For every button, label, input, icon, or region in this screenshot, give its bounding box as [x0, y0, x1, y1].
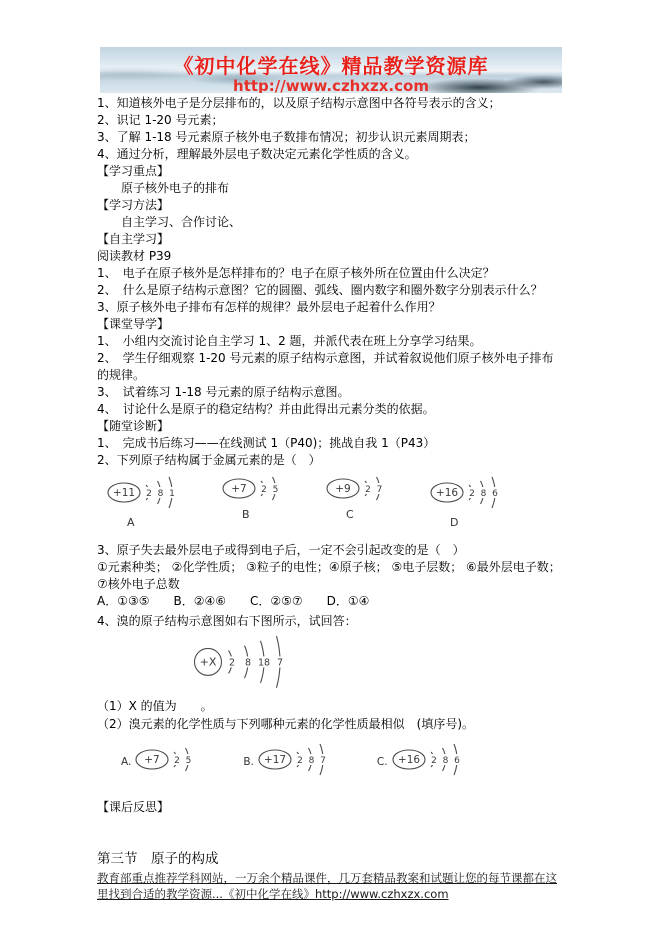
svg-text:2: 2 — [469, 489, 475, 499]
svg-text:5: 5 — [272, 485, 279, 495]
learning-goal-4: 4、通过分析，理解最外层电子数决定元素化学性质的含义。 — [97, 147, 417, 161]
quiz-q3-options: A．①③⑤ B．②④⑥ C．②⑤⑦ D．①④ — [97, 594, 370, 608]
svg-text:8: 8 — [480, 489, 487, 499]
self-study-intro: 阅读教材 P39 — [97, 249, 172, 263]
svg-text:1: 1 — [169, 489, 175, 499]
svg-text:7: 7 — [276, 657, 284, 669]
site-title: 《初中化学在线》精品教学资源库 — [173, 54, 489, 78]
svg-text:+7: +7 — [144, 754, 161, 766]
section-heading-quiz: 【随堂诊断】 — [97, 419, 170, 433]
section-heading-method: 【学习方法】 — [97, 198, 170, 212]
quiz-q4-sub1: （1）X 的值为 。 — [97, 699, 213, 713]
svg-text:8: 8 — [244, 657, 252, 669]
svg-text:18: 18 — [257, 657, 271, 669]
class-guide-item-2: 2、 学生仔细观察 1-20 号元素的原子结构示意图，并试着叙说他们原子核外电子排布的规律。 — [97, 351, 554, 382]
q4-atom-diagram — [192, 632, 565, 697]
atom-diagram-b — [220, 474, 288, 522]
section-heading-focus: 【学习重点】 — [97, 164, 170, 178]
self-study-q1: 1、 电子在原子核外是怎样排布的？电子在原子核外所在位置由什么决定？ — [97, 266, 495, 280]
quiz-q1: 1、 完成书后练习——在线测试 1（P40)；挑战自我 1（P43） — [97, 436, 436, 450]
atom-structure-drawing — [105, 474, 184, 516]
svg-text:6: 6 — [453, 756, 460, 766]
site-banner — [100, 47, 562, 93]
learning-goal-2: 2、识记 1-20 号元素； — [97, 113, 224, 127]
svg-text:+7: +7 — [231, 483, 247, 495]
atom-structure-drawing — [220, 474, 288, 508]
svg-text:+X: +X — [199, 655, 217, 669]
atom-label: A — [127, 516, 135, 529]
svg-text:8: 8 — [442, 756, 448, 766]
svg-text:2: 2 — [430, 756, 437, 766]
svg-text:+16: +16 — [435, 487, 459, 499]
atom-structure-drawing — [256, 741, 335, 783]
svg-text:2: 2 — [174, 756, 181, 766]
class-guide-item-3: 3、 试着练习 1-18 号元素的原子结构示意图。 — [97, 385, 350, 399]
site-url: http://www.czhxzx.com — [233, 77, 429, 93]
svg-text:+17: +17 — [263, 754, 286, 766]
method-body: 自主学习、合作讨论、 — [121, 215, 242, 229]
learning-goal-1: 1、知道核外电子是分层排布的，以及原子结构示意图中各符号表示的含义； — [97, 96, 501, 110]
svg-text:6: 6 — [492, 489, 498, 499]
atom-diagram-c — [324, 474, 392, 522]
atom-option-b — [243, 741, 335, 783]
atom-label: B — [242, 508, 250, 521]
atom-option-c — [377, 741, 469, 783]
svg-text:2: 2 — [146, 489, 152, 499]
quiz-q4: 4、溴的原子结构示意图如右下图所示，试回答： — [97, 614, 357, 628]
focus-body: 原子核外电子的排布 — [121, 181, 230, 195]
next-section-title: 第三节 原子的构成 — [97, 851, 219, 867]
class-guide-item-4: 4、 讨论什么是原子的稳定结构？并由此得出元素分类的依据。 — [97, 402, 435, 416]
q2-atom-diagrams — [105, 474, 565, 530]
atom-label: C. — [376, 755, 388, 768]
self-study-q2: 2、 什么是原子结构示意图？它的圆圈、弧线、圈内数字和圈外数字分别表示什么？ — [97, 283, 543, 297]
atom-label: D — [450, 516, 459, 529]
svg-text:8: 8 — [157, 489, 164, 499]
atom-diagram-a — [105, 474, 184, 530]
atom-option-a — [121, 745, 201, 779]
svg-text:+11: +11 — [112, 487, 136, 499]
svg-text:8: 8 — [308, 756, 315, 766]
quiz-q4-sub2: （2）溴元素的化学性质与下列哪种元素的化学性质最相似 (填序号)。 — [97, 717, 475, 731]
footer-promo: 教育部重点推荐学科网站，一万余个精品课件，几万套精品教案和试题让您的每节课都在这里找到合适的教学资源...《初中化学在线》http://www.czhxzx.com — [97, 871, 557, 901]
svg-text:2: 2 — [228, 657, 236, 669]
atom-structure-drawing — [428, 474, 507, 516]
learning-goal-3: 3、了解 1-18 号元素原子核外电子数排布情况；初步认识元素周期表； — [97, 130, 476, 144]
atom-label: C — [346, 508, 354, 521]
quiz-q3: 3、原子失去最外层电子或得到电子后，一定不会引起改变的是（ ） — [97, 543, 465, 557]
svg-text:5: 5 — [185, 756, 192, 766]
quiz-q2: 2、下列原子结构属于金属元素的是（ ） — [97, 453, 321, 467]
section-heading-reflection: 【课后反思】 — [97, 800, 170, 814]
atom-structure-drawing — [324, 474, 392, 508]
svg-text:+9: +9 — [335, 483, 351, 495]
atom-structure-drawing — [133, 745, 201, 779]
section-heading-class-guide: 【课堂导学】 — [97, 317, 170, 331]
svg-text:2: 2 — [297, 756, 303, 766]
worksheet-body — [97, 95, 565, 902]
q4-option-diagrams — [121, 741, 565, 783]
svg-text:+16: +16 — [397, 754, 420, 766]
quiz-q3-items-line1: ①元素种类； ②化学性质； ③粒子的电性；④原子核； ⑤电子层数； ⑥最外层电子数； — [97, 560, 561, 574]
svg-text:7: 7 — [320, 756, 326, 766]
self-study-q3: 3、原子核外电子排布有怎样的规律？最外层电子起着什么作用？ — [97, 300, 441, 314]
svg-text:7: 7 — [376, 485, 383, 495]
class-guide-item-1: 1、 小组内交流讨论自主学习 1、2 题，并派代表在班上分享学习结果。 — [97, 334, 482, 348]
section-heading-self-study: 【自主学习】 — [97, 232, 170, 246]
svg-text:2: 2 — [261, 485, 267, 495]
quiz-q3-items-line2: ⑦核外电子总数 — [97, 577, 180, 591]
atom-label: A. — [121, 755, 132, 768]
atom-label: B. — [243, 755, 254, 768]
atom-structure-drawing — [192, 632, 565, 697]
svg-text:2: 2 — [365, 485, 371, 495]
atom-diagram-d — [428, 474, 507, 530]
atom-structure-drawing — [390, 741, 469, 783]
